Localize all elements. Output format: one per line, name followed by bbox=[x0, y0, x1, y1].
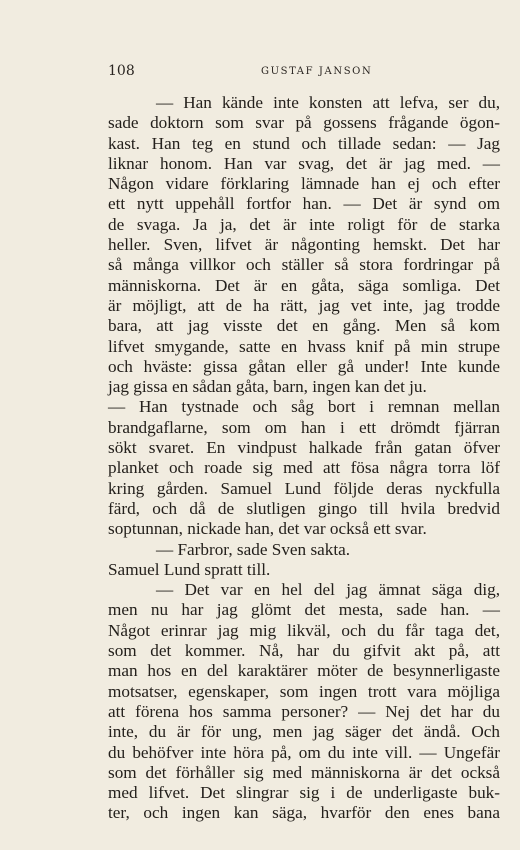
text-line: men nu har jag glömt det mesta, sade han. — bbox=[108, 600, 500, 620]
text-line: lifvet smygande, satte en hvass knif på min strupe bbox=[108, 336, 500, 356]
text-line: motsatser, egenskaper, som ingen trott vara möjliga bbox=[108, 681, 500, 701]
text-line: liknar honom. Han var svag, det är jag med. — bbox=[108, 153, 500, 173]
text-line: kast. Han teg en stund och tillade sedan: — Jag bbox=[108, 133, 500, 153]
text-line: planket och roade sig med att fösa några torra löf bbox=[108, 458, 500, 478]
text-line: färd, och då de slutligen gingo till hvila bredvid bbox=[108, 498, 500, 518]
text-line: — Han kände inte konsten att lefva, ser du, bbox=[156, 93, 500, 112]
page-header bbox=[108, 62, 498, 80]
text-line: människorna. Det är en gåta, säga somliga. Det bbox=[108, 275, 500, 295]
text-line: soptunnan, nickade han, det var också ett svar. bbox=[108, 519, 427, 539]
text-line: så många villkor och ställer så stora fordringar på bbox=[108, 255, 500, 275]
text-line: att förena hos samma personer? — Nej det har du bbox=[108, 701, 500, 721]
body-text bbox=[108, 93, 500, 824]
text-line: kring gården. Samuel Lund följde deras nyckfulla bbox=[108, 478, 500, 498]
text-line: de svaga. Ja ja, det är inte roligt för de starka bbox=[108, 214, 500, 234]
text-line: — Farbror, sade Sven sakta. bbox=[156, 539, 351, 559]
text-line: med lifvet. Det slingrar sig i de underligaste buk- bbox=[108, 783, 500, 803]
text-line: är möjligt, att de ha rätt, jag vet inte, jag trodde bbox=[108, 295, 500, 315]
text-line: heller. Sven, lifvet är någonting hemskt. Det har bbox=[108, 235, 500, 255]
text-line: inte, du är för ung, men jag säger det ändå. Och bbox=[108, 722, 500, 742]
text-line: du behöfver inte höra på, om du inte vill. — Ungefär bbox=[108, 742, 500, 762]
text-line: bara, att jag visste det en gång. Men så kom bbox=[108, 316, 500, 336]
text-line: brandgaflarne, som om han i ett drömdt fjärran bbox=[108, 417, 500, 437]
text-line: — Det var en hel del jag ämnat säga dig, bbox=[156, 580, 500, 600]
text-line: sade doktorn som svar på gossens frågande ögon- bbox=[108, 113, 500, 133]
page-number: 108 bbox=[108, 63, 135, 79]
text-line: — Han tystnade och såg bort i remnan mellan bbox=[108, 397, 500, 417]
text-line: man hos en del karaktärer möter de besynnerligaste bbox=[108, 661, 500, 681]
text-line: Samuel Lund spratt till. bbox=[108, 559, 271, 579]
text-line: Någon vidare förklaring lämnade han ej och efter bbox=[108, 174, 500, 194]
text-line: som det förhåller sig med människorna är det också bbox=[108, 762, 500, 782]
text-line: jag gissa en sådan gåta, barn, ingen kan det ju. bbox=[108, 377, 427, 397]
text-line: ter, och ingen kan säga, hvarför den enes bana bbox=[108, 803, 500, 823]
text-line: sökt svaret. En vindpust halkade från gatan öfver bbox=[108, 438, 500, 458]
text-line: ett nytt uppehåll fortfor han. — Det är synd om bbox=[108, 194, 500, 214]
running-head: GUSTAF JANSON bbox=[261, 66, 373, 77]
text-line: Något erinrar jag mig likväl, och du får taga det, bbox=[108, 620, 500, 640]
text-line: som det kommer. Nå, har du gifvit akt på, att bbox=[108, 641, 500, 661]
text-line: och hväste: gissa gåtan eller gå under! Inte kunde bbox=[108, 356, 500, 376]
